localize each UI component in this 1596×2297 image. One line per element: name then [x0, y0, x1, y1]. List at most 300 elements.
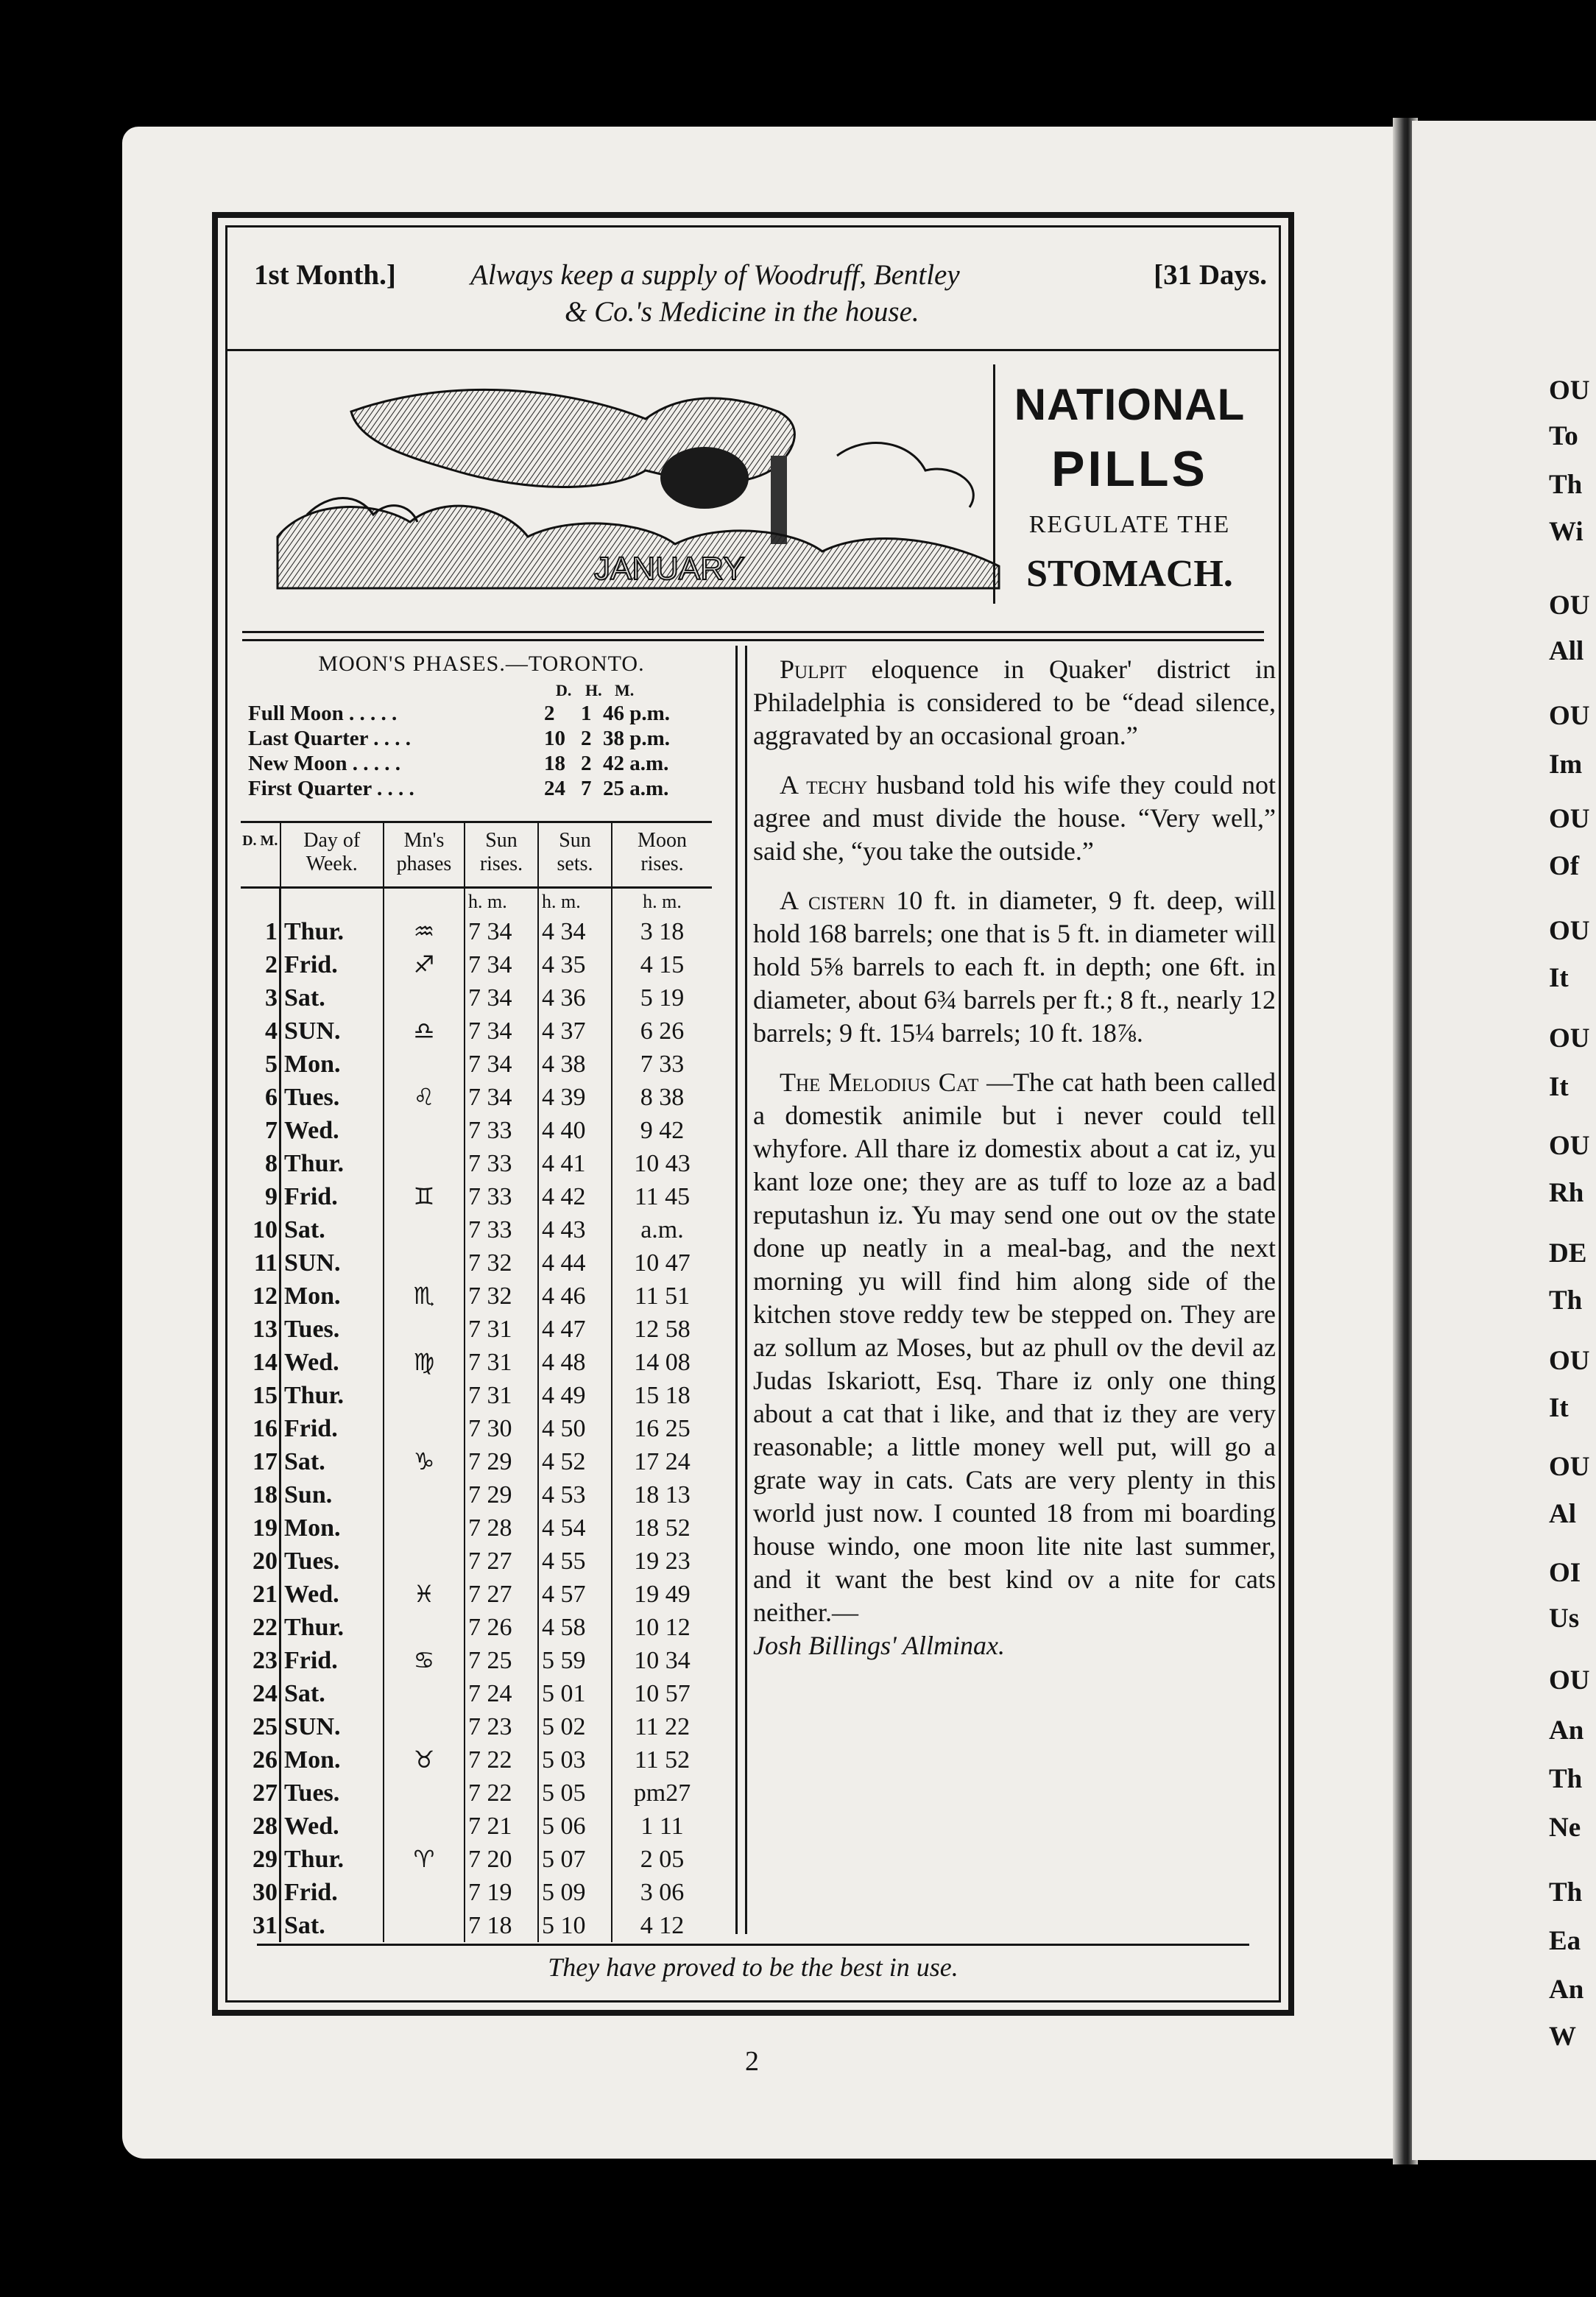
- moon-rise: 11 22: [612, 1710, 712, 1743]
- right-page-line: Rh: [1549, 1178, 1584, 1208]
- moon-phase-symbol: ♏: [384, 1280, 465, 1313]
- calendar-row: [241, 1379, 712, 1412]
- right-page-line: All: [1549, 636, 1584, 666]
- moon-phase-symbol: ♈: [384, 1843, 465, 1876]
- moon-phase-symbol: [384, 1710, 465, 1743]
- weekday: Frid.: [280, 948, 384, 981]
- sun-rise: 7 34: [465, 915, 538, 948]
- moon-phase-symbol: [384, 1313, 465, 1346]
- weekday: Wed.: [280, 1578, 384, 1611]
- calendar-row: [241, 1313, 712, 1346]
- moon-phase-symbol: [384, 1246, 465, 1280]
- moon-phase-symbol: [384, 1511, 465, 1545]
- moon-phase-symbol: [384, 1213, 465, 1246]
- right-page-line: OU: [1549, 916, 1590, 946]
- moon-rise: pm27: [612, 1776, 712, 1810]
- calendar-row: [241, 1180, 712, 1213]
- sun-rise: 7 33: [465, 1180, 538, 1213]
- right-page-line: OU: [1549, 1023, 1590, 1054]
- sun-set: 5 09: [538, 1876, 612, 1909]
- day-number: 28: [253, 1813, 278, 1840]
- national-pills-ad: [993, 364, 1264, 604]
- right-page-line: To: [1549, 421, 1578, 451]
- calendar-row: [241, 1545, 712, 1578]
- day-number: 2: [265, 951, 278, 978]
- section-rule: [242, 631, 1264, 641]
- moon-phase-symbol: [384, 1147, 465, 1180]
- page-number: 2: [745, 2046, 759, 2077]
- sun-set: 4 53: [538, 1478, 612, 1511]
- moon-phase-hour: 2: [581, 752, 592, 775]
- sun-rise: 7 31: [465, 1313, 538, 1346]
- weekday: Thur.: [280, 915, 384, 948]
- header-tagline-2: & Co.'s Medicine in the house.: [565, 296, 919, 328]
- moon-rise: 11 45: [612, 1180, 712, 1213]
- moon-phase-symbol: ♌: [384, 1081, 465, 1114]
- sun-rise: 7 24: [465, 1677, 538, 1710]
- right-page-line: It: [1549, 1072, 1569, 1102]
- moon-rise: 5 19: [612, 981, 712, 1015]
- moon-rise: 3 06: [612, 1876, 712, 1909]
- sun-rise: 7 27: [465, 1578, 538, 1611]
- weekday: Frid.: [280, 1876, 384, 1909]
- sun-set: 4 40: [538, 1114, 612, 1147]
- units-row: [241, 888, 712, 916]
- right-page-line: Th: [1549, 1877, 1583, 1908]
- moon-phase-name: First Quarter . . . .: [248, 777, 414, 800]
- sun-set: 5 01: [538, 1677, 612, 1710]
- units-sun-sets: h. m.: [538, 888, 612, 916]
- sun-rise: 7 33: [465, 1114, 538, 1147]
- moon-phase-minute: 46 p.m.: [603, 702, 671, 725]
- header-moon-rises: Moon rises.: [612, 822, 712, 888]
- calendar-row: [241, 1213, 712, 1246]
- weekday: Frid.: [280, 1644, 384, 1677]
- weekday: Sat.: [280, 1909, 384, 1942]
- sun-set: 5 05: [538, 1776, 612, 1810]
- moon-phase-symbol: ♓: [384, 1578, 465, 1611]
- moon-phases-list: [235, 702, 728, 802]
- sun-rise: 7 26: [465, 1611, 538, 1644]
- calendar-row: [241, 1677, 712, 1710]
- weekday: Wed.: [280, 1114, 384, 1147]
- moon-rise: 10 57: [612, 1677, 712, 1710]
- sun-rise: 7 32: [465, 1246, 538, 1280]
- moon-phase-symbol: ♊: [384, 1180, 465, 1213]
- article-techy: [753, 769, 1276, 868]
- sun-set: 4 42: [538, 1180, 612, 1213]
- sun-rise: 7 22: [465, 1776, 538, 1810]
- day-number: 8: [265, 1150, 278, 1177]
- moon-rise: 17 24: [612, 1445, 712, 1478]
- sun-set: 5 06: [538, 1810, 612, 1843]
- moon-phase-day: 10: [544, 727, 565, 750]
- right-page-line: An: [1549, 1715, 1584, 1746]
- sun-set: 4 57: [538, 1578, 612, 1611]
- article-pulpit: [753, 653, 1276, 752]
- weekday: Wed.: [280, 1346, 384, 1379]
- right-page-line: OU: [1549, 1346, 1590, 1376]
- calendar-row: [241, 981, 712, 1015]
- right-page-line: Ne: [1549, 1813, 1581, 1843]
- right-page-line: OU: [1549, 375, 1590, 406]
- moon-phase-symbol: [384, 1876, 465, 1909]
- calendar-row: [241, 1445, 712, 1478]
- sun-set: 4 39: [538, 1081, 612, 1114]
- calendar-row: [241, 915, 712, 948]
- moon-rise: 10 34: [612, 1644, 712, 1677]
- header-moon-phases: Mn's phases: [384, 822, 465, 888]
- moon-rise: 10 43: [612, 1147, 712, 1180]
- moon-phase-symbol: [384, 1776, 465, 1810]
- day-number: 5: [265, 1051, 278, 1078]
- units-sun-rises: h. m.: [465, 888, 538, 916]
- sun-rise: 7 21: [465, 1810, 538, 1843]
- sun-set: 4 44: [538, 1246, 612, 1280]
- header-sun-rises: Sun rises.: [465, 822, 538, 888]
- ad-line-2: PILLS: [1051, 441, 1208, 497]
- article-cistern-body: 10 ft. in diameter, 9 ft. deep, will hold 168 barrels; one that is 5 ft. in diameter will hold 5⅝ barrels to each ft. in depth; one 6ft. in diameter, about 6¾ barrels per ft.; 8 ft., nearly 12 barrels; 9 ft. 15¼ barrels; 10 ft. 18⅞.: [753, 886, 1276, 1048]
- weekday: Thur.: [280, 1379, 384, 1412]
- day-number: 10: [253, 1216, 278, 1243]
- moon-rise: 18 13: [612, 1478, 712, 1511]
- sun-set: 4 55: [538, 1545, 612, 1578]
- weekday: Sat.: [280, 1445, 384, 1478]
- day-number: 30: [253, 1879, 278, 1906]
- moon-rise: 11 52: [612, 1743, 712, 1776]
- day-number: 22: [253, 1614, 278, 1641]
- moon-phase-symbol: [384, 1909, 465, 1942]
- calendar-row: [241, 1081, 712, 1114]
- calendar-row: [241, 948, 712, 981]
- day-number: 18: [253, 1481, 278, 1509]
- calendar-column: [235, 646, 728, 1939]
- calendar-table: [241, 821, 712, 1942]
- moon-phase-symbol: [384, 981, 465, 1015]
- weekday: SUN.: [280, 1015, 384, 1048]
- calendar-row: [241, 1876, 712, 1909]
- header-tagline-1: Always keep a supply of Woodruff, Bentley: [470, 259, 960, 291]
- sun-set: 4 46: [538, 1280, 612, 1313]
- day-number: 9: [265, 1183, 278, 1210]
- calendar-row: [241, 1478, 712, 1511]
- sun-set: 4 58: [538, 1611, 612, 1644]
- moon-phase-symbol: ♐: [384, 948, 465, 981]
- days-label: [31 Days.: [1154, 259, 1267, 291]
- weekday: SUN.: [280, 1710, 384, 1743]
- sun-rise: 7 31: [465, 1379, 538, 1412]
- sun-rise: 7 33: [465, 1213, 538, 1246]
- moon-rise: 3 18: [612, 915, 712, 948]
- sun-set: 4 35: [538, 948, 612, 981]
- calendar-header-row: [241, 822, 712, 888]
- article-cistern: [753, 884, 1276, 1050]
- sun-set: 4 48: [538, 1346, 612, 1379]
- weekday: Sat.: [280, 1677, 384, 1710]
- sun-set: 4 54: [538, 1511, 612, 1545]
- sun-set: 4 38: [538, 1048, 612, 1081]
- calendar-row: [241, 1843, 712, 1876]
- moon-phases-header: [235, 677, 728, 702]
- moon-rise: 7 33: [612, 1048, 712, 1081]
- day-number: 1: [265, 918, 278, 945]
- moon-phases-title: MOON'S PHASES.—TORONTO.: [318, 652, 645, 676]
- sun-set: 4 49: [538, 1379, 612, 1412]
- calendar-row: [241, 1147, 712, 1180]
- sun-set: 4 47: [538, 1313, 612, 1346]
- moon-phase-day: 2: [544, 702, 555, 725]
- right-page-line: OU: [1549, 804, 1590, 834]
- right-page-line: DE: [1549, 1238, 1587, 1269]
- moon-phase-name: Last Quarter . . . .: [248, 727, 411, 750]
- sun-rise: 7 19: [465, 1876, 538, 1909]
- article-techy-body: husband told his wife they could not agree and must divide the house. “Very well,” said she, “you take the outside.”: [753, 770, 1276, 866]
- right-page-line: Of: [1549, 851, 1580, 881]
- header-sun-sets: Sun sets.: [538, 822, 612, 888]
- moon-phase-symbol: ♋: [384, 1644, 465, 1677]
- calendar-row: [241, 1611, 712, 1644]
- moon-phase-hour: 2: [581, 727, 592, 750]
- column-divider: [735, 646, 747, 1934]
- day-number: 17: [253, 1448, 278, 1475]
- article-cat: [753, 1066, 1276, 1662]
- sun-set: 4 43: [538, 1213, 612, 1246]
- day-number: 4: [265, 1017, 278, 1045]
- weekday: Mon.: [280, 1743, 384, 1776]
- weekday: Tues.: [280, 1081, 384, 1114]
- sun-rise: 7 34: [465, 1015, 538, 1048]
- sun-rise: 7 28: [465, 1511, 538, 1545]
- sun-set: 4 41: [538, 1147, 612, 1180]
- moon-phase-symbol: [384, 1810, 465, 1843]
- moon-phase-symbol: [384, 1379, 465, 1412]
- moon-phase-hour: 1: [581, 702, 592, 725]
- moon-rise: 4 12: [612, 1909, 712, 1942]
- january-engraving: [263, 367, 1014, 603]
- right-page-line: OU: [1549, 701, 1590, 731]
- moon-phase-day: 24: [544, 777, 565, 800]
- moon-phase-symbol: ♑: [384, 1445, 465, 1478]
- sun-set: 5 07: [538, 1843, 612, 1876]
- article-cat-credit: Josh Billings' Allminax.: [753, 1631, 1006, 1660]
- moon-rise: 10 12: [612, 1611, 712, 1644]
- weekday: Sat.: [280, 1213, 384, 1246]
- day-number: 29: [253, 1846, 278, 1873]
- moon-rise: 12 58: [612, 1313, 712, 1346]
- sun-rise: 7 23: [465, 1710, 538, 1743]
- moon-phase-minute: 38 p.m.: [603, 727, 671, 750]
- sun-rise: 7 33: [465, 1147, 538, 1180]
- weekday: Thur.: [280, 1843, 384, 1876]
- weekday: Tues.: [280, 1776, 384, 1810]
- day-number: 14: [253, 1349, 278, 1376]
- weekday: SUN.: [280, 1246, 384, 1280]
- page-header: [227, 227, 1279, 351]
- day-number: 16: [253, 1415, 278, 1442]
- sun-set: 5 59: [538, 1644, 612, 1677]
- moon-phase-symbol: [384, 1412, 465, 1445]
- sun-set: 4 34: [538, 915, 612, 948]
- calendar-row: [241, 1412, 712, 1445]
- calendar-row: [241, 1743, 712, 1776]
- moon-phase-symbol: ♍: [384, 1346, 465, 1379]
- sun-rise: 7 31: [465, 1346, 538, 1379]
- article-techy-lead: A techy: [780, 770, 868, 800]
- sun-rise: 7 30: [465, 1412, 538, 1445]
- day-number: 26: [253, 1746, 278, 1774]
- moon-rise: 1 11: [612, 1810, 712, 1843]
- calendar-row: [241, 1578, 712, 1611]
- articles-column: [753, 653, 1276, 1934]
- right-page-line: Th: [1549, 470, 1583, 500]
- sun-rise: 7 34: [465, 981, 538, 1015]
- moon-phase-symbol: ♒: [384, 915, 465, 948]
- day-number: 11: [253, 1249, 278, 1277]
- moon-rise: 2 05: [612, 1843, 712, 1876]
- moon-rise: 19 23: [612, 1545, 712, 1578]
- calendar-row: [241, 1644, 712, 1677]
- article-pulpit-body: eloquence in Quaker' district in Philadelphia is considered to be “dead silence, aggravated by an occasional groan.”: [753, 654, 1276, 750]
- ad-line-4: STOMACH.: [1026, 553, 1233, 595]
- calendar-row: [241, 1246, 712, 1280]
- moon-phase-symbol: [384, 1478, 465, 1511]
- moon-rise: 15 18: [612, 1379, 712, 1412]
- ad-line-1: NATIONAL: [1014, 380, 1246, 429]
- moon-phase-symbol: ♎: [384, 1015, 465, 1048]
- sun-rise: 7 29: [465, 1478, 538, 1511]
- moon-phase-row: [235, 777, 728, 802]
- moon-phase-symbol: ♉: [384, 1743, 465, 1776]
- sun-set: 5 10: [538, 1909, 612, 1942]
- month-label: 1st Month.]: [254, 259, 396, 291]
- moon-rise: 4 15: [612, 948, 712, 981]
- banner: [227, 351, 1279, 624]
- article-cat-body: —The cat hath been called a domestik animile but i never could tell whyfore. All thare iz domestix about a cat iz, yu kant loze one; they are as tuff to loze az a bad reputashun iz. Yu may send one out ov the state done up neatly in a meal-bag, and the next morning yu will find him along side of the kitchen stove reddy tew be stepped on. They are az sollum az Moses, but az phull ov the devil az Judas Iskariott, Esq. Thare iz only one thing about a cat that i like, and that iz they are very reasonable; a little money well put, will go a grate way in cats. Cats are very plenty in this world just now. I counted 18 from mi boarding house windo, one moon lite nite last summer, and it want the best kind ov a nite for cats neither.—: [753, 1068, 1276, 1627]
- weekday: Frid.: [280, 1412, 384, 1445]
- right-page-line: W: [1549, 2022, 1576, 2052]
- sun-rise: 7 27: [465, 1545, 538, 1578]
- units-moon-rises: h. m.: [612, 888, 712, 916]
- weekday: Mon.: [280, 1511, 384, 1545]
- sun-rise: 7 34: [465, 1081, 538, 1114]
- sun-rise: 7 34: [465, 1048, 538, 1081]
- sun-set: 4 52: [538, 1445, 612, 1478]
- sun-rise: 7 32: [465, 1280, 538, 1313]
- sun-rise: 7 29: [465, 1445, 538, 1478]
- right-page-line: OU: [1549, 590, 1590, 621]
- day-number: 15: [253, 1382, 278, 1409]
- sun-rise: 7 34: [465, 948, 538, 981]
- calendar-row: [241, 1810, 712, 1843]
- calendar-row: [241, 1114, 712, 1147]
- sun-rise: 7 20: [465, 1843, 538, 1876]
- day-number: 6: [265, 1084, 278, 1111]
- moon-phase-day: 18: [544, 752, 565, 775]
- calendar-row: [241, 1511, 712, 1545]
- weekday: Sun.: [280, 1478, 384, 1511]
- right-page-line: OI: [1549, 1558, 1581, 1588]
- right-page-line: Al: [1549, 1499, 1576, 1529]
- january-label: JANUARY: [594, 551, 745, 587]
- weekday: Thur.: [280, 1611, 384, 1644]
- day-number: 21: [253, 1581, 278, 1608]
- weekday: Mon.: [280, 1048, 384, 1081]
- sun-set: 5 02: [538, 1710, 612, 1743]
- day-number: 31: [253, 1912, 278, 1939]
- calendar-row: [241, 1909, 712, 1942]
- right-page-line: Us: [1549, 1603, 1580, 1634]
- calendar-row: [241, 1048, 712, 1081]
- moon-rise: a.m.: [612, 1213, 712, 1246]
- weekday: Sat.: [280, 981, 384, 1015]
- day-number: 27: [253, 1779, 278, 1807]
- day-number: 7: [265, 1117, 278, 1144]
- calendar-row: [241, 1710, 712, 1743]
- moon-rise: 6 26: [612, 1015, 712, 1048]
- moon-col-d: D.: [556, 681, 572, 699]
- moon-phase-symbol: [384, 1114, 465, 1147]
- moon-col-m: M.: [615, 681, 635, 699]
- ad-line-3: REGULATE THE: [1028, 511, 1231, 538]
- calendar-row: [241, 1280, 712, 1313]
- moon-rise: 11 51: [612, 1280, 712, 1313]
- right-page-line: Im: [1549, 749, 1583, 780]
- almanac-inner-border: [225, 225, 1281, 2003]
- moon-rise: 14 08: [612, 1346, 712, 1379]
- weekday: Tues.: [280, 1313, 384, 1346]
- day-number: 3: [265, 984, 278, 1012]
- moon-rise: 9 42: [612, 1114, 712, 1147]
- right-page-line: OU: [1549, 1452, 1590, 1482]
- day-number: 25: [253, 1713, 278, 1740]
- moon-phase-row: [235, 727, 728, 752]
- calendar-row: [241, 1776, 712, 1810]
- moon-col-h: H.: [585, 681, 602, 699]
- calendar-body: [241, 888, 712, 1943]
- article-pulpit-lead: Pulpit: [780, 654, 847, 684]
- day-number: 24: [253, 1680, 278, 1707]
- moon-rise: 8 38: [612, 1081, 712, 1114]
- header-day-of-month: D. M.: [241, 822, 280, 888]
- article-cat-lead: The Melodius Cat: [780, 1068, 979, 1097]
- right-page-line: Th: [1549, 1285, 1583, 1316]
- weekday: Mon.: [280, 1280, 384, 1313]
- weekday: Frid.: [280, 1180, 384, 1213]
- sun-set: 4 50: [538, 1412, 612, 1445]
- sun-set: 5 03: [538, 1743, 612, 1776]
- sun-set: 4 37: [538, 1015, 612, 1048]
- day-number: 12: [253, 1282, 278, 1310]
- moon-phase-row: [235, 752, 728, 777]
- moon-rise: 18 52: [612, 1511, 712, 1545]
- moon-rise: 16 25: [612, 1412, 712, 1445]
- moon-phase-symbol: [384, 1545, 465, 1578]
- right-page-line: OU: [1549, 1131, 1590, 1161]
- day-number: 13: [253, 1316, 278, 1343]
- almanac-frame: [212, 212, 1294, 2016]
- moon-phase-row: [235, 702, 728, 727]
- moon-phase-symbol: [384, 1677, 465, 1710]
- calendar-row: [241, 1346, 712, 1379]
- moon-rise: 10 47: [612, 1246, 712, 1280]
- moon-phase-hour: 7: [581, 777, 592, 800]
- weekday: Tues.: [280, 1545, 384, 1578]
- right-page-line: Ea: [1549, 1926, 1581, 1956]
- moon-phase-minute: 25 a.m.: [603, 777, 669, 800]
- footer-slogan: They have proved to be the best in use.: [257, 1944, 1249, 1990]
- day-number: 19: [253, 1514, 278, 1542]
- moon-phase-name: Full Moon . . . . .: [248, 702, 398, 725]
